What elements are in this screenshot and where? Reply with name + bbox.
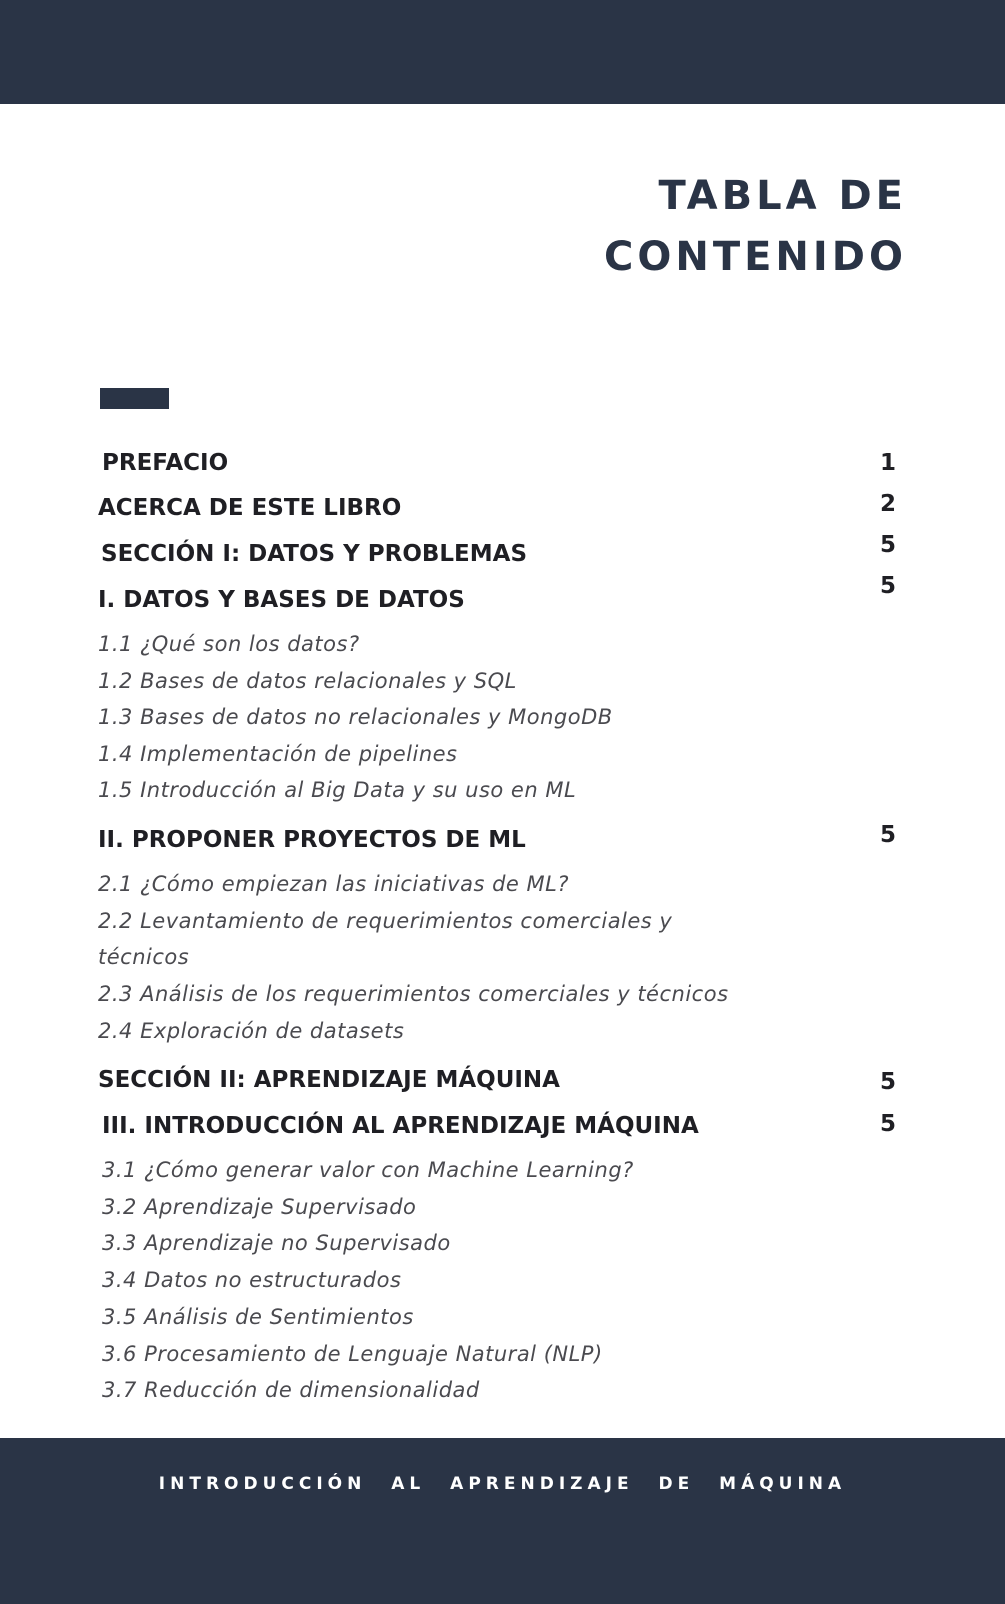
toc-page-chapter-2: 5 xyxy=(879,822,896,848)
toc-subentry[interactable]: 2.1 ¿Cómo empiezan las iniciativas de ML? xyxy=(98,872,569,896)
page-title-line-1: TABLA DE xyxy=(658,173,907,219)
toc-entry-chapter-1[interactable]: I. DATOS Y BASES DE DATOS xyxy=(98,587,465,613)
toc-entry-chapter-3[interactable]: III. INTRODUCCIÓN AL APRENDIZAJE MÁQUINA xyxy=(102,1113,699,1139)
toc-subentry[interactable]: 3.4 Datos no estructurados xyxy=(102,1268,402,1292)
toc-page-chapter-3: 5 xyxy=(879,1111,896,1137)
toc-page-chapter-1: 5 xyxy=(879,573,896,599)
toc-entry-seccion-1[interactable]: SECCIÓN I: DATOS Y PROBLEMAS xyxy=(101,541,528,567)
toc-subentry[interactable]: 2.3 Análisis de los requerimientos comerciales y técnicos xyxy=(98,982,729,1006)
toc-subentry[interactable]: 1.5 Introducción al Big Data y su uso en ML xyxy=(98,778,577,802)
toc-page-acerca: 2 xyxy=(879,491,896,517)
toc-subentry[interactable]: 1.1 ¿Qué son los datos? xyxy=(98,632,360,656)
header-band xyxy=(0,0,1005,104)
footer-book-title: INTRODUCCIÓN AL APRENDIZAJE DE MÁQUINA xyxy=(158,1474,847,1494)
accent-bar xyxy=(100,388,169,409)
toc-subentry[interactable]: 1.2 Bases de datos relacionales y SQL xyxy=(98,669,517,693)
page-title-line-2: CONTENIDO xyxy=(603,234,907,280)
toc-entry-prefacio[interactable]: PREFACIO xyxy=(102,450,229,476)
toc-subentry[interactable]: 3.5 Análisis de Sentimientos xyxy=(102,1305,414,1329)
toc-page-prefacio: 1 xyxy=(879,450,896,476)
footer-band xyxy=(0,1438,1005,1604)
toc-subentry[interactable]: 3.7 Reducción de dimensionalidad xyxy=(102,1378,480,1402)
toc-subentry[interactable]: 3.2 Aprendizaje Supervisado xyxy=(102,1195,417,1219)
toc-page-seccion-2: 5 xyxy=(879,1069,896,1095)
toc-subentry[interactable]: 1.4 Implementación de pipelines xyxy=(98,742,458,766)
toc-entry-seccion-2[interactable]: SECCIÓN II: APRENDIZAJE MÁQUINA xyxy=(98,1067,560,1093)
toc-entry-chapter-2[interactable]: II. PROPONER PROYECTOS DE ML xyxy=(98,827,526,853)
toc-subentry[interactable]: 3.3 Aprendizaje no Supervisado xyxy=(102,1231,451,1255)
toc-subentry[interactable]: 3.6 Procesamiento de Lenguaje Natural (NLP) xyxy=(102,1342,603,1366)
toc-subentry[interactable]: 3.1 ¿Cómo generar valor con Machine Learning? xyxy=(102,1158,634,1182)
toc-subentry[interactable]: técnicos xyxy=(98,945,190,969)
toc-subentry[interactable]: 1.3 Bases de datos no relacionales y MongoDB xyxy=(98,705,613,729)
toc-page-seccion-1: 5 xyxy=(879,532,896,558)
toc-subentry[interactable]: 2.2 Levantamiento de requerimientos comerciales y xyxy=(98,909,673,933)
toc-entry-acerca[interactable]: ACERCA DE ESTE LIBRO xyxy=(98,495,402,521)
toc-subentry[interactable]: 2.4 Exploración de datasets xyxy=(98,1019,405,1043)
